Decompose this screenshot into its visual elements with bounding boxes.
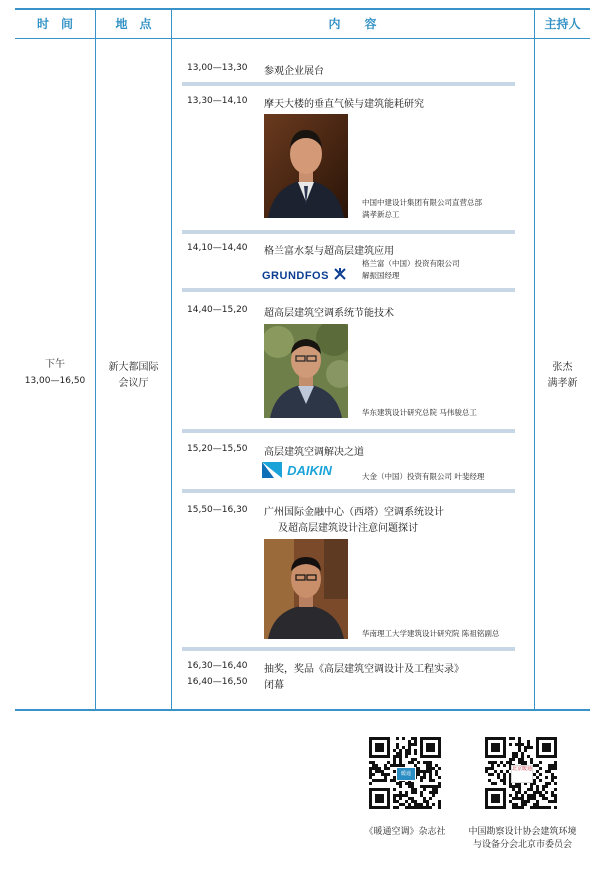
- session-time: 14,40—15,20: [187, 305, 248, 315]
- session-divider: [182, 489, 515, 493]
- time-label: 下午: [45, 359, 65, 370]
- session-title: 抽奖，奖品《高层建筑空调设计及工程实录》: [264, 664, 464, 675]
- session-divider: [182, 647, 515, 651]
- header-content: 内 容: [328, 17, 377, 31]
- header-bottom-rule: [15, 38, 590, 39]
- table-bottom-rule: [15, 709, 590, 711]
- qr-caption-line1: 中国勘察设计协会建筑环境: [468, 827, 577, 837]
- session-time: 13,30—14,10: [187, 96, 248, 106]
- time-cell: [15, 357, 95, 389]
- session-time: 16,40—16,50: [187, 677, 248, 687]
- session-time: 13,00—13,30: [187, 63, 248, 73]
- qr-caption-association: [455, 826, 590, 852]
- sponsor-affiliation: 大金（中国）投资有限公司 叶斐经理: [362, 472, 485, 481]
- host-line1: 张杰: [552, 362, 573, 373]
- session-title: 广州国际金融中心（西塔）空调系统设计: [264, 507, 444, 518]
- speaker-affiliation: 华南理工大学建筑设计研究院 陈祖铭副总: [362, 629, 500, 638]
- host-cell: [535, 360, 590, 392]
- grundfos-logo: [262, 264, 352, 280]
- qr-logo-badge: 北京暖通: [511, 765, 533, 783]
- session-title-line2: 及超高层建筑设计注意问题探讨: [278, 523, 418, 534]
- host-line2: 满孝新: [547, 378, 578, 389]
- time-range: 13,00—16,50: [24, 376, 86, 386]
- session-time: 15,50—16,30: [187, 505, 248, 515]
- place-line1: 新大都国际: [108, 362, 159, 373]
- session-title: 格兰富水泵与超高层建筑应用: [264, 246, 394, 257]
- place-cell: [96, 360, 171, 392]
- session-title: 参观企业展台: [264, 66, 324, 77]
- session-time: 15,20—15,50: [187, 444, 248, 454]
- sponsor-affiliation: 格兰富（中国）投资有限公司: [362, 259, 460, 268]
- qr-code-association: [485, 737, 557, 809]
- speaker-affiliation: 华东建筑设计研究总院 马伟骏总工: [362, 408, 477, 417]
- session-divider: [182, 288, 515, 292]
- sponsor-name: 解振国经理: [362, 271, 400, 280]
- session-divider: [182, 82, 515, 86]
- header-host: 主持人: [544, 17, 581, 31]
- header-place: 地 点: [115, 17, 152, 31]
- session-title: 闭幕: [264, 680, 284, 691]
- session-divider: [182, 429, 515, 433]
- daikin-wordmark: DAIKIN: [287, 463, 332, 478]
- qr-caption-magazine: 《暖通空调》杂志社: [364, 827, 446, 837]
- qr-code-magazine: [369, 737, 441, 809]
- qr-caption-line2: 与设备分会北京市委员会: [472, 840, 572, 850]
- grundfos-icon: [334, 268, 346, 280]
- place-line2: 会议厅: [118, 378, 149, 389]
- speaker-photo: [264, 114, 348, 218]
- grundfos-wordmark: GRUNDFOS: [262, 270, 329, 282]
- session-title: 摩天大楼的垂直气候与建筑能耗研究: [264, 99, 424, 110]
- speaker-photo: [264, 324, 348, 418]
- speaker-name: 满孝新总工: [362, 210, 400, 219]
- session-time: 16,30—16,40: [187, 661, 248, 671]
- session-time: 14,10—14,40: [187, 243, 248, 253]
- speaker-affiliation: 中国中建设计集团有限公司直营总部: [362, 198, 482, 207]
- daikin-logo: [262, 460, 350, 478]
- session-title: 高层建筑空调解决之道: [264, 447, 364, 458]
- session-title: 超高层建筑空调系统节能技术: [264, 308, 394, 319]
- qr-logo-badge: 暖通: [396, 767, 416, 781]
- session-divider: [182, 230, 515, 234]
- column-divider-2: [171, 10, 172, 710]
- header-time: 时 间: [36, 17, 73, 31]
- daikin-icon: [262, 462, 282, 478]
- speaker-photo: [264, 539, 348, 639]
